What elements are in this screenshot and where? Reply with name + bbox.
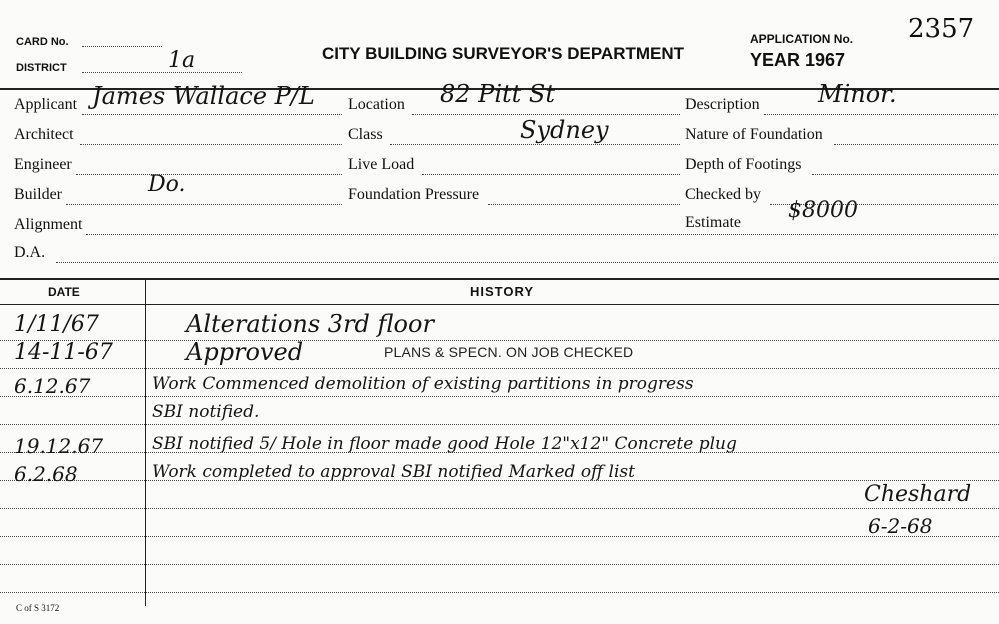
entry-text: Approved [186,338,304,366]
estimate-value: $8000 [788,198,858,223]
history-top-border [0,278,999,280]
entry-text: Work completed to approval SBI notified Marked off list [152,462,635,482]
form-code: C of S 3172 [16,603,60,613]
entry-date: 19.12.67 [14,434,104,458]
applicant-line [82,114,342,115]
history-header: HISTORY [470,284,535,299]
description-line [764,114,998,115]
rule-line [0,396,999,397]
history-header-border [0,304,999,305]
depth-of-footings-label: Depth of Footings [685,156,802,173]
class-line [390,144,680,145]
approval-stamp: PLANS & SPECN. ON JOB CHECKED [384,344,634,360]
architect-line [80,144,342,145]
architect-label: Architect [14,126,74,143]
entry-date: 6.12.67 [14,374,91,398]
builder-value: Do. [148,172,186,197]
rule-line [0,536,999,537]
application-number: 2357 [908,14,975,44]
date-header: DATE [48,285,80,299]
entry-date: 1/11/67 [14,312,99,337]
nature-of-foundation-label: Nature of Foundation [685,126,823,143]
estimate-label: Estimate [685,214,741,231]
entry-date: 14-11-67 [14,340,113,365]
card-no-line [82,46,162,47]
rule-line [0,564,999,565]
location-line [412,114,680,115]
entry-text: SBI notified. [152,402,260,422]
location-value-2: Sydney [520,116,609,144]
applicant-label: Applicant [14,96,78,113]
entry-text: Work Commenced demolition of existing partitions in progress [152,374,694,394]
foundation-pressure-label: Foundation Pressure [348,186,480,203]
alignment-label: Alignment [14,216,83,233]
foundation-pressure-line [488,204,680,205]
year-label: YEAR 1967 [750,50,846,70]
entry-text: SBI notified 5/ Hole in floor made good Hole 12"x12" Concrete plug [152,434,737,454]
engineer-line [76,174,342,175]
signature: Cheshard [864,482,972,507]
description-value: Minor. [818,80,897,108]
builder-label: Builder [14,186,62,203]
date-column-divider [145,280,146,606]
entry-text: Alterations 3rd floor [186,310,434,338]
card-no-label: CARD No. [16,36,69,48]
class-label: Class [348,126,383,143]
nature-of-foundation-line [834,144,998,145]
rule-line [0,368,999,369]
location-label: Location [348,96,405,113]
district-line [82,72,242,73]
live-load-line [422,174,680,175]
rule-line [0,592,999,593]
entry-date: 6.2.68 [14,462,78,486]
location-value: 82 Pitt St [440,80,555,108]
rule-line [0,508,999,509]
district-value: 1a [168,48,196,73]
da-label: D.A. [14,244,46,261]
rule-line [0,424,999,425]
da-line [56,262,998,263]
application-label: APPLICATION No. [750,32,854,46]
depth-of-footings-line [812,174,998,175]
builder-line [66,204,342,205]
department-title: CITY BUILDING SURVEYOR'S DEPARTMENT [322,44,685,63]
description-label: Description [685,96,760,113]
checked-by-label: Checked by [685,186,761,203]
district-label: DISTRICT [16,62,67,74]
rule-line [0,340,999,341]
alignment-line [86,234,998,235]
live-load-label: Live Load [348,156,415,173]
engineer-label: Engineer [14,156,72,173]
applicant-value: James Wallace P/L [92,82,315,110]
signature-date: 6-2-68 [868,514,933,538]
